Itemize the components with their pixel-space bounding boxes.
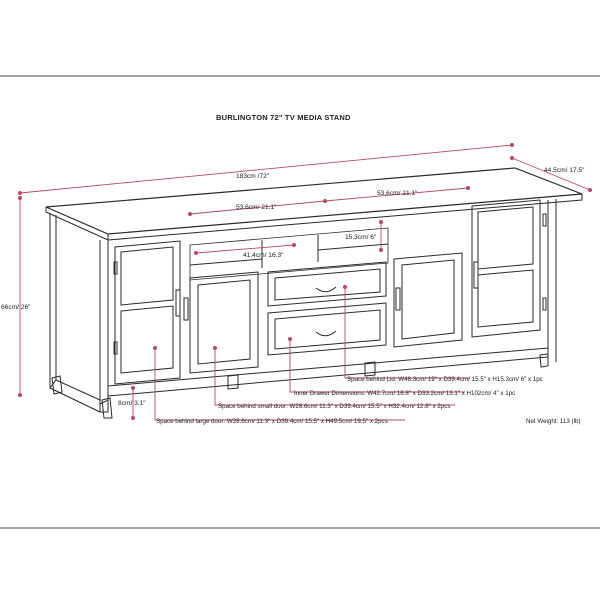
shelf-height-label: 15.3cm/ 6" <box>345 234 377 241</box>
width-dim-line <box>20 145 512 193</box>
left-front-leg <box>100 400 108 412</box>
large-door-callout: Space behind large door: W28.6cm/ 11.3" x D39.4cm/ 15.5" x H49.5cm/ 19.5" x 2pcs <box>156 418 388 425</box>
right-front-foot <box>540 354 548 367</box>
drawer-callout-leader <box>290 339 465 392</box>
depth-label: 44.5cm/ 17.5" <box>544 167 585 174</box>
left-door-handle <box>176 290 180 316</box>
upper-drawer-pull <box>316 287 336 292</box>
lower-drawer-pull <box>316 331 336 336</box>
width-label: 183cm /72" <box>236 173 270 180</box>
left-small-door <box>190 272 258 373</box>
inner-drawer-callout: Inner Drawer Dimensions: W42.7cm/ 16.8" x D33.2cm/ 13.1" x H102cm/ 4" x 1pc <box>294 390 516 397</box>
net-weight-label: Net Weight: 113 (lb) <box>526 418 581 425</box>
right-door-handle <box>474 262 478 288</box>
height-label: 66cm/ 26" <box>1 304 31 311</box>
diagram-title: BURLINGTON 72" TV MEDIA STAND <box>216 113 351 122</box>
top-surface <box>46 168 582 234</box>
depth-dim-line <box>512 158 590 190</box>
left-opening-label: 53.6cm/ 21.1" <box>236 204 277 211</box>
left-side-panel <box>50 213 100 412</box>
center-foot-1 <box>228 375 238 389</box>
left-small-door-handle <box>184 298 188 320</box>
right-small-door-handle <box>396 288 400 310</box>
leg-height-label: 8cm/ 3.1" <box>118 400 146 407</box>
left-large-door <box>115 241 180 384</box>
center-opening-label: 41.4cm/ 16.3" <box>243 252 284 259</box>
small-door-callout: Space behind small door: W28.6cm/ 11.3" x D39.4cm/ 15.5" x H32.4cm/ 12.8" x 2pcs <box>218 403 451 410</box>
lid-space-callout: Space behind Lid: W48.3cm/ 19" x D39.4cm/ 15.5" x H15.3cm/ 6" x 1pc <box>347 376 543 383</box>
right-opening-label: 53.6cm/ 21.1" <box>377 190 418 197</box>
